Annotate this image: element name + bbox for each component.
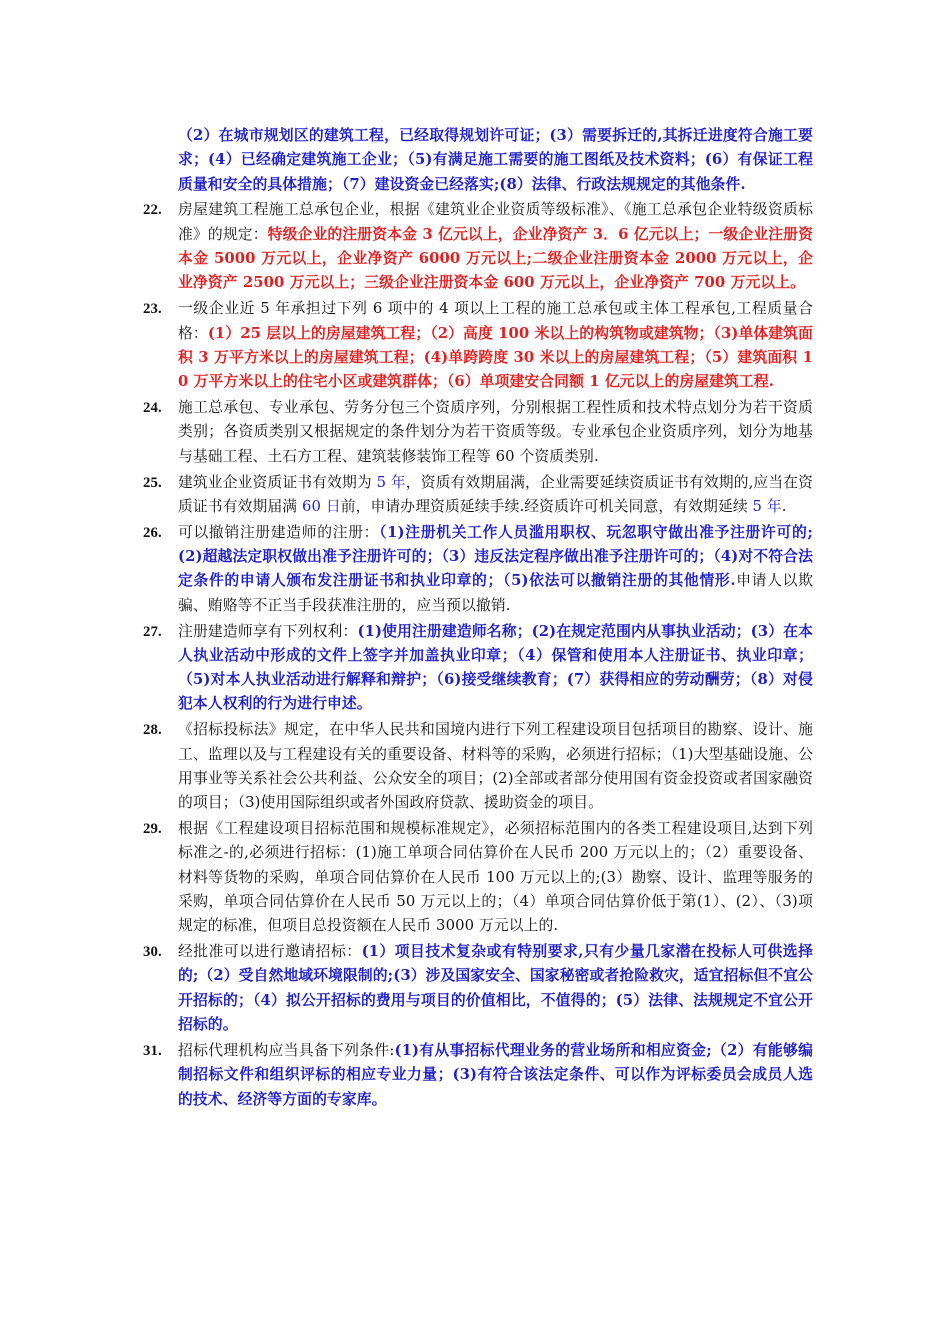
text-segment-blue-plain: 60 日 xyxy=(301,497,341,515)
text-segment-black: 根据《工程建设项目招标范围和规模标准规定》，必须招标范围内的各类工程建设项目,达到下列标准之-的,必须进行招标：(1)施工单项合同估算价在人民币 200 万元以上的；（2）重要设备、材料等货物的采购，单项合同估算价在人民币 100 万元以上的;(3）勘察、设计、监理等服务的采购，单项合同估算价在人民币 50 万元以上的；（4）单项合同估算价低于第(1）、(2）、（3)项规定的标准，但项目总投资额在人民币 3000 万元以上的. xyxy=(178,820,813,935)
item-number: 25. xyxy=(143,474,162,491)
text-segment-black: ，资质有效期届满，企业需要延续资质证书有效期的,应当在资质证书有效期届满 xyxy=(178,473,813,515)
list-item xyxy=(143,521,813,618)
list-item xyxy=(143,1039,813,1112)
list-item xyxy=(143,471,813,520)
text-segment-black: 申请人以欺骗、贿赂等不正当手段获准注册的，应当预以撤销. xyxy=(178,572,813,614)
list-item xyxy=(143,620,813,717)
text-segment-red: (1）25 层以上的房屋建筑工程；（2）高度 100 米以上的构筑物或建筑物；（3)单体建筑面积 3 万平方米以上的房屋建筑工程；(4)单跨跨度 30 米以上的房屋建筑工程；（5）建筑面积 10 万平方米以上的住宅小区或建筑群体；（6）单项建安合同额 1 亿元以上的房屋建筑工程. xyxy=(178,324,813,391)
item-number: 23. xyxy=(143,301,162,318)
text-segment-black: 《招标投标法》规定，在中华人民共和国境内进行下列工程建设项目包括项目的勘察、设计、施工、监理以及与工程建设有关的重要设备、材料等的采购，必须进行招标；（1)大型基础设施、公用事业等关系社会公共利益、公众安全的项目；(2)全部或者部分使用国有资金投资或者国家融资的项目；（3)使用国际组织或者外国政府贷款、援助资金的项目。 xyxy=(178,721,813,812)
item-number: 28. xyxy=(143,722,162,739)
item-number: 31. xyxy=(143,1042,162,1059)
item-number: 30. xyxy=(143,944,162,961)
text-segment-black: 建筑业企业资质证书有效期为 xyxy=(178,473,377,491)
item-number: 26. xyxy=(143,524,162,541)
document-body xyxy=(143,124,813,1113)
text-segment-blue-plain: 5 年 xyxy=(376,473,406,491)
list-item xyxy=(143,396,813,469)
list-item xyxy=(143,940,813,1037)
text-segment-black: . xyxy=(781,497,787,515)
text-segment-black: 房屋建筑工程施工总承包企业，根据《建筑业企业资质等级标准》、《施工总承包企业特级资质标准》的规定： xyxy=(178,201,813,243)
list-item xyxy=(143,297,813,394)
text-segment-black: 施工总承包、专业承包、劳务分包三个资质序列，分别根据工程性质和技术特点划分为若干资质类别；各资质类别又根据规定的条件划分为若干资质等级。专业承包企业资质序列，划分为地基与基础工程、土石方工程、建筑装修装饰工程等 60 个资质类别. xyxy=(178,399,813,465)
item-number: 22. xyxy=(143,202,162,219)
text-segment-black: 招标代理机构应当具备下列条件: xyxy=(178,1041,395,1059)
text-segment-blue: (1）项目技术复杂或有特别要求,只有少量几家潜在投标人可供选择的;（2）受自然地域环境限制的;(3）涉及国家安全、国家秘密或者抢险救灾，适宜招标但不宜公开招标的；（4）拟公开招标的费用与项目的价值相比，不值得的；(5）法律、法规规定不宜公开招标的。 xyxy=(178,943,813,1034)
list-item xyxy=(143,817,813,938)
text-segment-black: 一级企业近 5 年承担过下列 6 项中的 4 项以上工程的施工总承包或主体工程承包,工程质量合格： xyxy=(178,300,813,342)
list-item-continuation xyxy=(143,124,813,197)
text-segment-blue: (1)使用注册建造师名称；(2)在规定范围内从事执业活动；(3）在本人执业活动中形成的文件上签字并加盖执业印章；（4）保管和使用本人注册证书、执业印章；（5)对本人执业活动进行解释和辩护；（6)接受继续教育；(7）获得相应的劳动酬劳；（8）对侵犯本人权利的行为进行申述。 xyxy=(178,622,814,713)
text-segment-black: 注册建造师享有下列权利： xyxy=(178,622,358,640)
text-segment-blue-plain: 5 年 xyxy=(752,497,782,515)
list-item xyxy=(143,198,813,295)
text-segment-black: 经批准可以进行邀请招标： xyxy=(178,943,362,961)
item-number: 29. xyxy=(143,821,162,838)
item-number: 27. xyxy=(143,623,162,640)
text-segment-black: 前，申请办理资质延续手续.经资质许可机关同意，有效期延续 xyxy=(340,497,753,515)
text-segment-blue: （2）在城市规划区的建筑工程，已经取得规划许可证；(3）需要拆迁的,其拆迁进度符合施工要求；(4）已经确定建筑施工企业；（5)有满足施工需要的施工图纸及技术资料；(6）有保证工程质量和安全的具体措施；（7）建设资金已经落实;(8）法律、行政法规规定的其他条件. xyxy=(178,127,813,193)
text-segment-red: 特级企业的注册资本金 3 亿元以上，企业净资产 3．6 亿元以上；一级企业注册资本金 5000 万元以上，企业净资产 6000 万元以上;二级企业注册资本金 2000 万元以上，企业净资产 2500 万元以上；三级企业注册资本金 600 万元以上，企业净资产 700 万元以上。 xyxy=(178,225,813,292)
text-segment-black: 可以撤销注册建造师的注册： xyxy=(178,523,380,541)
text-segment-blue: （1)注册机关工作人员滥用职权、玩忽职守做出准予注册许可的;(2)超越法定职权做出准予注册许可的；（3）违反法定程序做出准予注册许可的；（4)对不符合法定条件的申请人颁布发注册证书和执业印章的；（5)依法可以撤销注册的其他情形. xyxy=(178,523,813,590)
list-item xyxy=(143,718,813,815)
item-number: 24. xyxy=(143,400,162,417)
text-segment-blue: (1)有从事招标代理业务的营业场所和相应资金;（2）有能够编制招标文件和组织评标的相应专业力量；(3)有符合该法定条件、可以作为评标委员会成员人选的技术、经济等方面的专家库。 xyxy=(178,1041,813,1108)
